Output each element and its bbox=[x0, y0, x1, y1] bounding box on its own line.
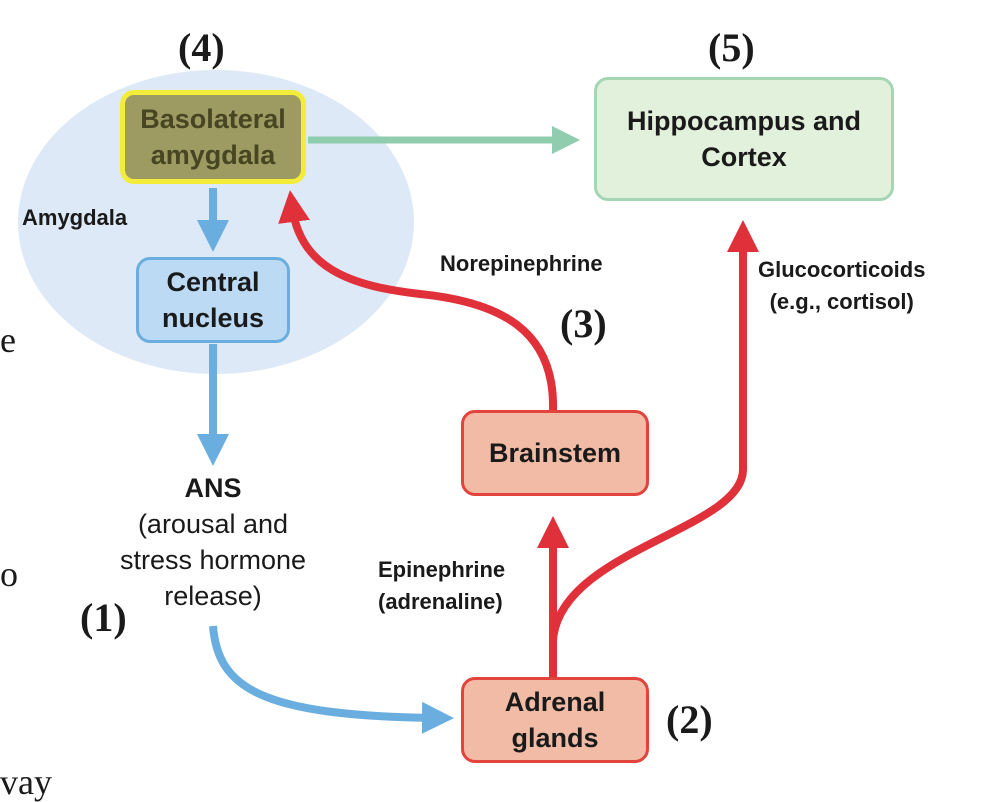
epinephrine-line2: (adrenaline) bbox=[378, 589, 503, 614]
step-number-4: (4) bbox=[178, 25, 225, 70]
ans-line2: stress hormone bbox=[119, 545, 307, 575]
basolateral-line2: amygdala bbox=[150, 140, 276, 170]
amygdala-label: Amygdala bbox=[22, 205, 128, 230]
adrenal-line1: Adrenal bbox=[504, 687, 606, 717]
ans-title: ANS bbox=[184, 473, 242, 503]
ans-line1: (arousal and bbox=[137, 509, 289, 539]
basolateral-line1: Basolateral bbox=[140, 104, 286, 134]
epinephrine-label bbox=[378, 554, 505, 618]
step-number-5: (5) bbox=[708, 25, 755, 70]
edge-fragment-b: o bbox=[0, 554, 18, 594]
ans-line3: release) bbox=[164, 581, 262, 611]
central-nucleus-node bbox=[136, 257, 290, 343]
step-number-2: (2) bbox=[666, 697, 713, 742]
step-number-1: (1) bbox=[80, 595, 127, 640]
norepinephrine-label: Norepinephrine bbox=[440, 251, 603, 276]
ans-label bbox=[90, 470, 336, 614]
edge-fragment-a: e bbox=[0, 320, 16, 360]
central-line2: nucleus bbox=[161, 303, 265, 333]
basolateral-amygdala-node bbox=[120, 90, 306, 184]
hippocampus-line1: Hippocampus and bbox=[626, 106, 862, 136]
hippocampus-line2: Cortex bbox=[701, 142, 787, 172]
brainstem-label: Brainstem bbox=[488, 438, 622, 468]
adrenal-glands-node bbox=[461, 677, 649, 763]
hippocampus-cortex-node bbox=[594, 77, 894, 201]
glucocorticoids-label bbox=[758, 254, 925, 318]
adrenal-line2: glands bbox=[511, 723, 599, 753]
epinephrine-line1: Epinephrine bbox=[378, 557, 506, 582]
arrow-ans-to-adrenal bbox=[213, 626, 438, 718]
glucocorticoids-line1: Glucocorticoids bbox=[758, 257, 926, 282]
edge-fragment-c: vay bbox=[0, 762, 52, 802]
glucocorticoids-line2: (e.g., cortisol) bbox=[769, 289, 914, 314]
brainstem-node bbox=[461, 410, 649, 496]
central-line1: Central bbox=[166, 267, 260, 297]
step-number-3: (3) bbox=[560, 301, 607, 346]
